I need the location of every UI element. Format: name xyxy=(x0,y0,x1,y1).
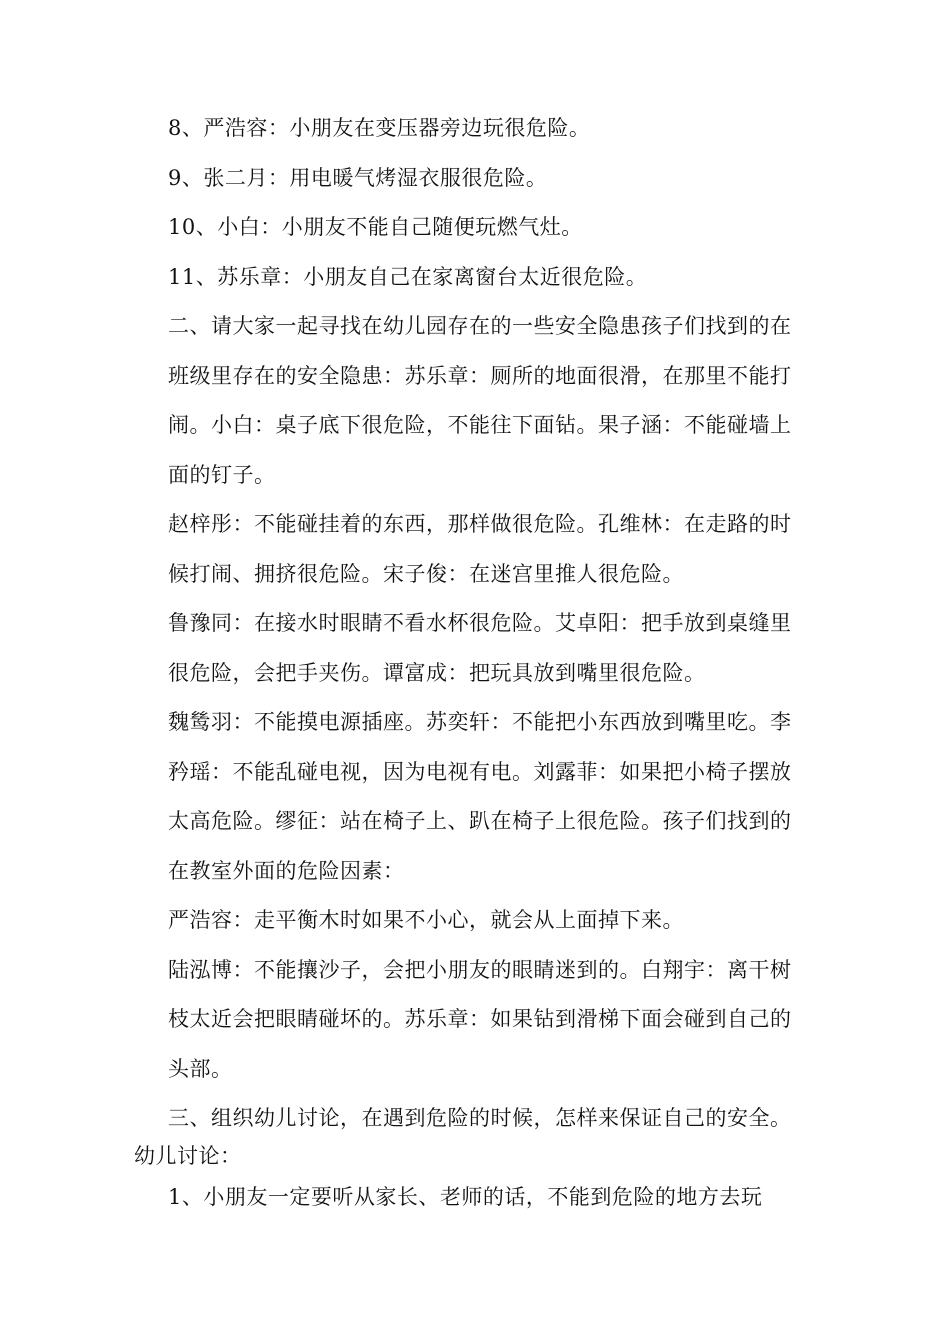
text-line-13: 魏鸶羽：不能摸电源插座。苏奕轩：不能把小东西放到嘴里吃。李 xyxy=(168,710,792,734)
text-line-19: 枝太近会把眼睛碰坏的。苏乐章：如果钻到滑梯下面会碰到自己的 xyxy=(168,1007,792,1031)
text-line-22: 幼儿讨论： xyxy=(134,1144,242,1168)
text-line-21: 三、组织幼儿讨论，在遇到危险的时候，怎样来保证自己的安全。 xyxy=(168,1106,792,1130)
text-line-11: 鲁豫同：在接水时眼睛不看水杯很危险。艾卓阳：把手放到桌缝里 xyxy=(168,611,792,635)
text-line-20: 头部。 xyxy=(168,1057,233,1081)
text-line-5: 二、请大家一起寻找在幼儿园存在的一些安全隐患孩子们找到的在 xyxy=(168,314,792,338)
text-line-6: 班级里存在的安全隐患：苏乐章：厕所的地面很滑，在那里不能打 xyxy=(168,364,792,388)
text-line-7: 闹。小白：桌子底下很危险，不能往下面钻。果子涵：不能碰墙上 xyxy=(168,413,792,437)
text-line-23: 1、小朋友一定要听从家长、老师的话，不能到危险的地方去玩 xyxy=(168,1185,763,1209)
text-line-14: 矜瑶：不能乱碰电视，因为电视有电。刘露菲：如果把小椅子摆放 xyxy=(168,760,792,784)
text-line-2: 9、张二月：用电暖气烤湿衣服很危险。 xyxy=(168,166,548,190)
text-line-3: 10、小白：小朋友不能自己随便玩燃气灶。 xyxy=(168,215,583,239)
text-line-18: 陆泓博：不能攘沙子，会把小朋友的眼睛迷到的。白翔宇：离干树 xyxy=(168,958,792,982)
text-line-12: 很危险，会把手夹伤。谭富成：把玩具放到嘴里很危险。 xyxy=(168,661,706,685)
text-line-10: 候打闹、拥挤很危险。宋子俊：在迷宫里推人很危险。 xyxy=(168,562,684,586)
text-line-4: 11、苏乐章：小朋友自己在家离窗台太近很危险。 xyxy=(168,265,648,289)
text-line-16: 在教室外面的危险因素： xyxy=(168,859,405,883)
text-line-8: 面的钉子。 xyxy=(168,463,276,487)
text-line-1: 8、严浩容：小朋友在变压器旁边玩很危险。 xyxy=(168,116,591,140)
text-line-9: 赵梓彤：不能碰挂着的东西，那样做很危险。孔维林：在走路的时 xyxy=(168,512,792,536)
text-line-17: 严浩容：走平衡木时如果不小心，就会从上面掉下来。 xyxy=(168,908,684,932)
text-line-15: 太高危险。缪征：站在椅子上、趴在椅子上很危险。孩子们找到的 xyxy=(168,809,792,833)
